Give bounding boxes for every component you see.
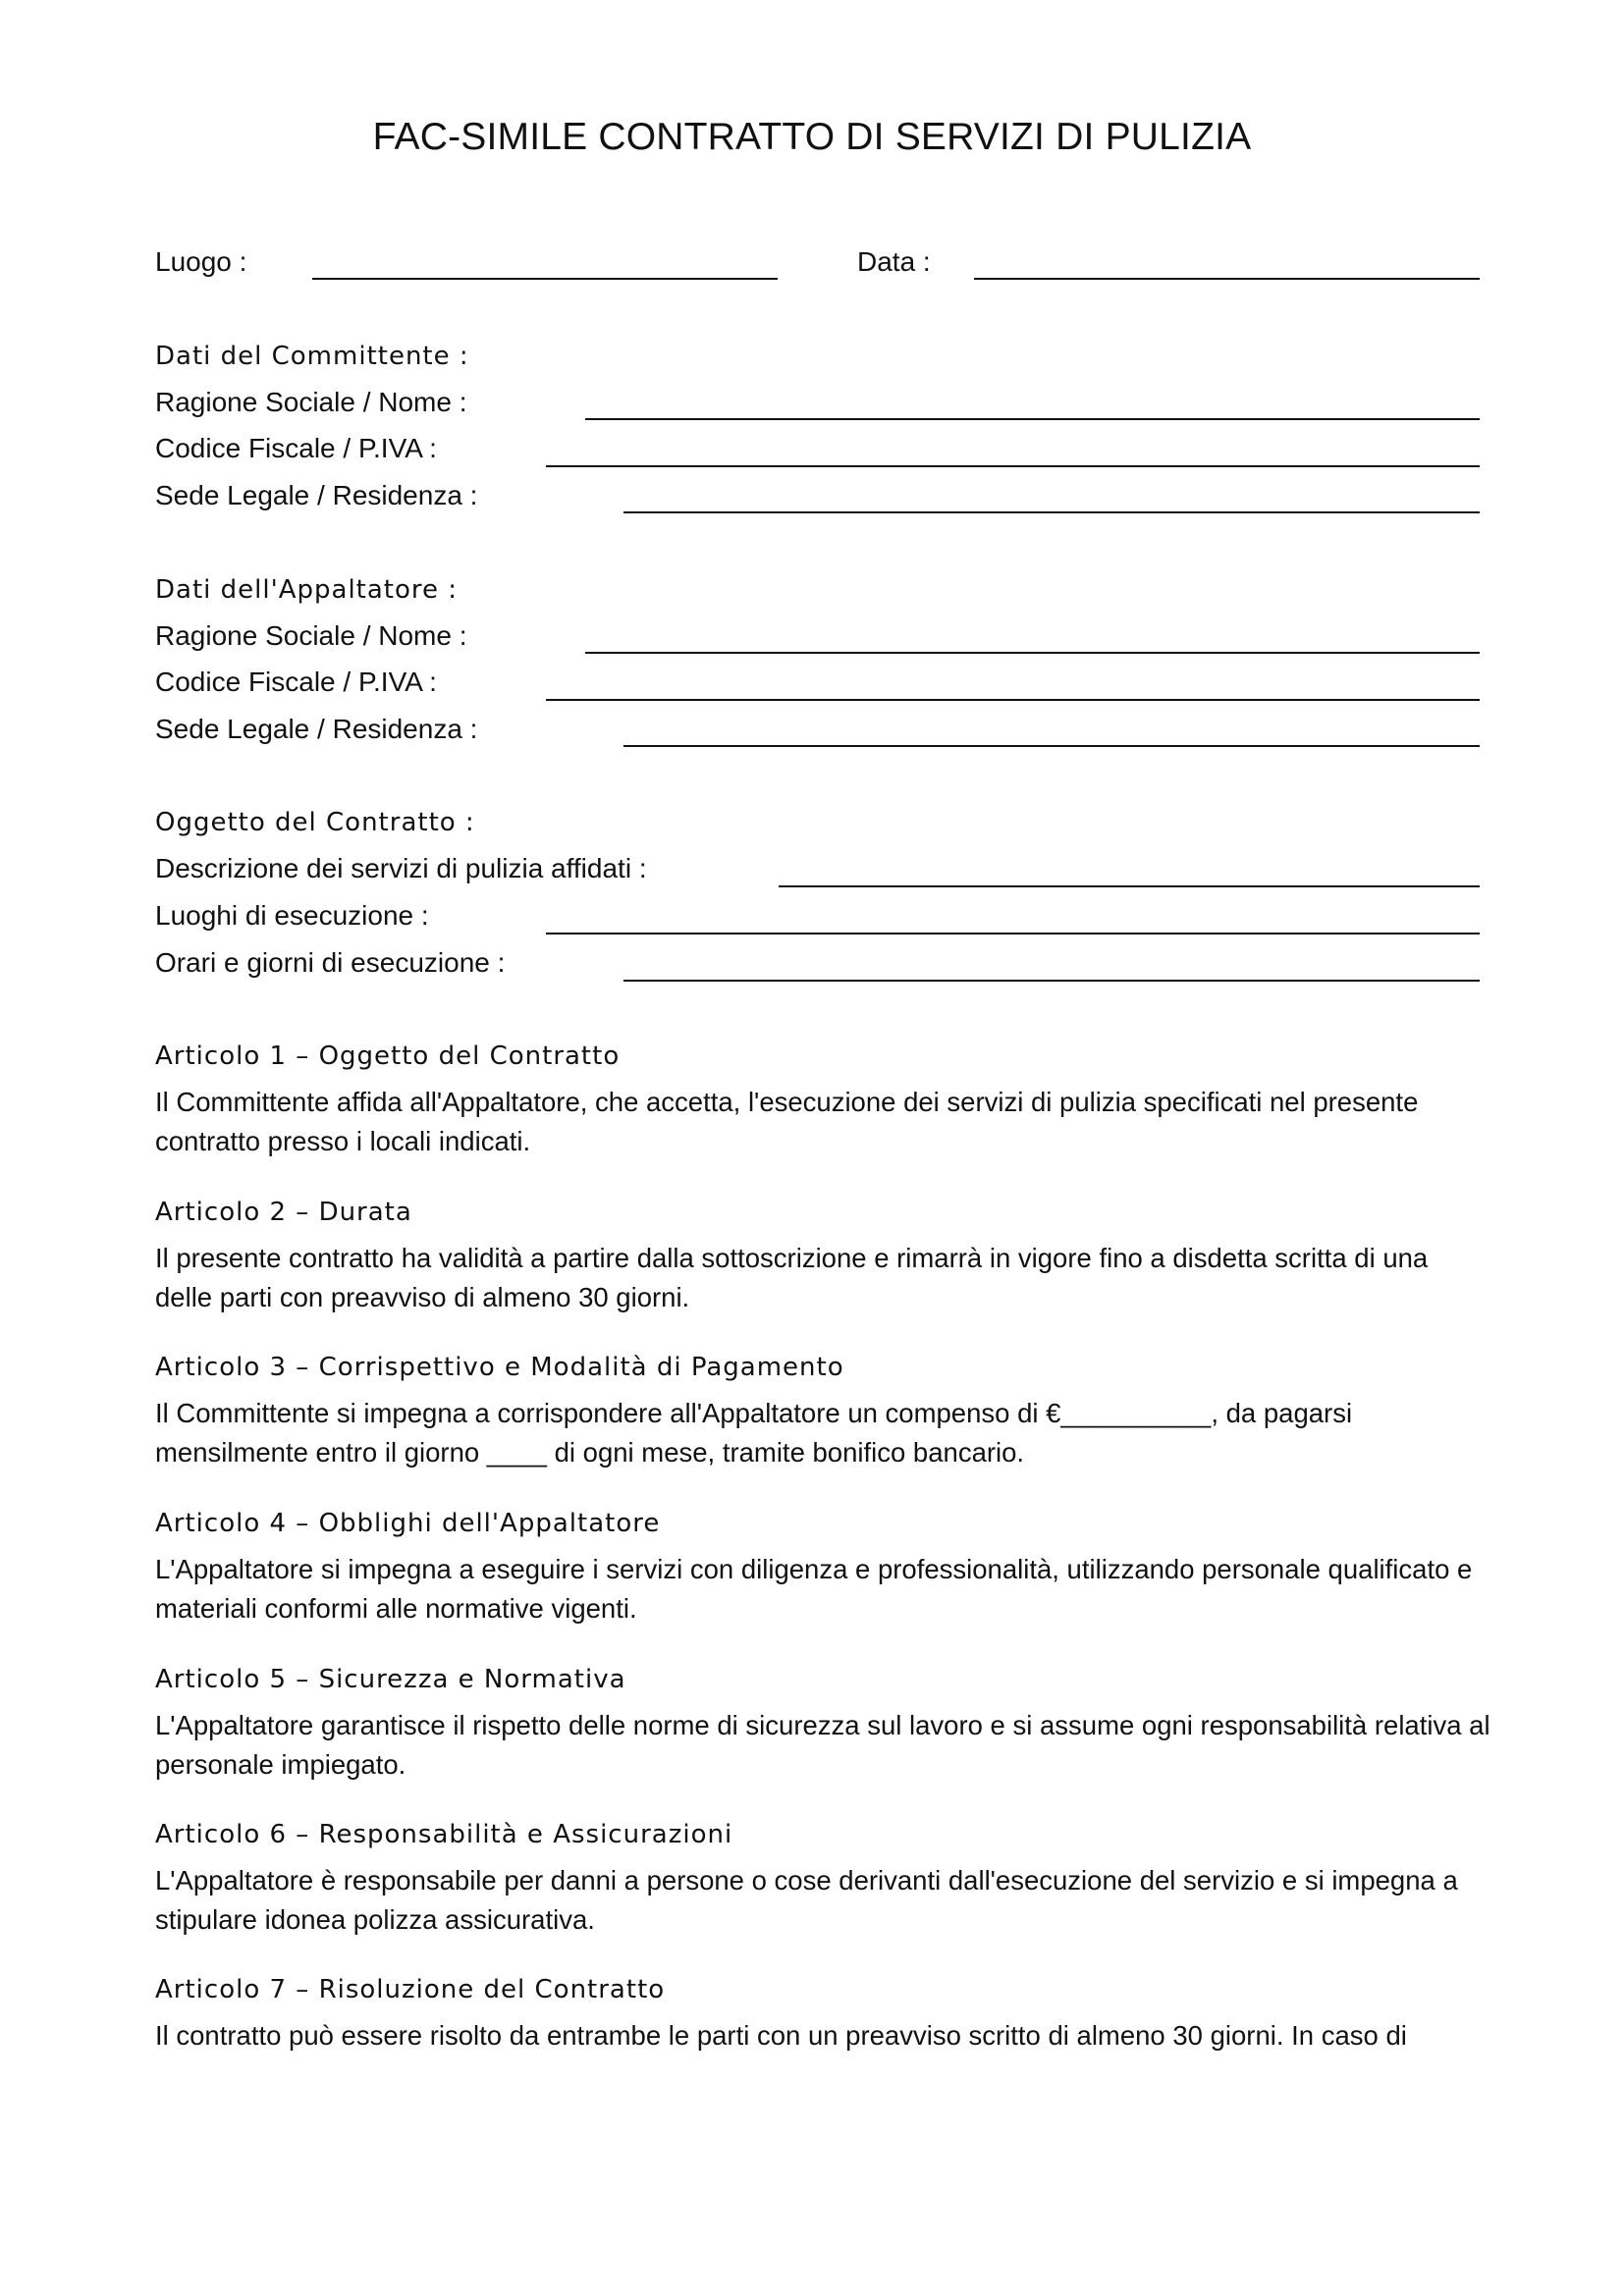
data-label: Data : xyxy=(857,246,931,277)
appaltatore-heading: Dati dell'Appaltatore : xyxy=(155,575,459,605)
article-2-body: Il presente contratto ha validità a partire dalla sottoscrizione e rimarrà in vigore fino a disdetta scritta di una delle parti con preavviso di almeno 30 giorni. xyxy=(155,1243,1429,1312)
appaltatore-ragione-sociale-line[interactable] xyxy=(585,652,1480,654)
committente-codice-fiscale-line[interactable] xyxy=(546,465,1480,467)
luogo-field-line[interactable] xyxy=(312,278,778,280)
committente-codice-fiscale-label: Codice Fiscale / P.IVA : xyxy=(155,433,437,463)
committente-sede-legale-line[interactable] xyxy=(623,511,1480,513)
appaltatore-codice-fiscale-line[interactable] xyxy=(546,699,1480,701)
oggetto-heading: Oggetto del Contratto : xyxy=(155,808,475,837)
article-1-heading: Articolo 1 – Oggetto del Contratto xyxy=(155,1041,621,1071)
article-1-body: Il Committente affida all'Appaltatore, che accetta, l'esecuzione dei servizi di pulizia specificati nel presente contratto presso i locali indicati. xyxy=(155,1087,1419,1156)
article-3-heading: Articolo 3 – Corrispettivo e Modalità di Pagamento xyxy=(155,1353,844,1382)
committente-ragione-sociale-line[interactable] xyxy=(585,418,1480,420)
appaltatore-ragione-sociale-label: Ragione Sociale / Nome : xyxy=(155,620,467,651)
article-5-heading: Articolo 5 – Sicurezza e Normativa xyxy=(155,1665,626,1694)
article-7-body: Il contratto può essere risolto da entrambe le parti con un preavviso scritto di almeno 30 giorni. In caso di xyxy=(155,2020,1407,2051)
oggetto-orari-label: Orari e giorni di esecuzione : xyxy=(155,947,506,978)
article-4-heading: Articolo 4 – Obblighi dell'Appaltatore xyxy=(155,1509,661,1538)
article-5-body: L'Appaltatore garantisce il rispetto delle norme di sicurezza sul lavoro e si assume ogni responsabilità relativa al personale impiegato. xyxy=(155,1710,1490,1780)
luogo-label: Luogo : xyxy=(155,246,247,277)
article-3-body: Il Committente si impegna a corrispondere all'Appaltatore un compenso di €__________, da pagarsi mensilmente entro il giorno ____ di ogni mese, tramite bonifico bancario. xyxy=(155,1398,1353,1468)
article-2-heading: Articolo 2 – Durata xyxy=(155,1198,412,1227)
committente-heading: Dati del Committente : xyxy=(155,342,469,371)
appaltatore-sede-legale-label: Sede Legale / Residenza : xyxy=(155,714,478,744)
committente-sede-legale-label: Sede Legale / Residenza : xyxy=(155,480,478,510)
appaltatore-codice-fiscale-label: Codice Fiscale / P.IVA : xyxy=(155,667,437,697)
oggetto-luoghi-line[interactable] xyxy=(546,933,1480,934)
oggetto-descrizione-label: Descrizione dei servizi di pulizia affidati : xyxy=(155,853,647,883)
data-field-line[interactable] xyxy=(974,278,1480,280)
oggetto-descrizione-line[interactable] xyxy=(779,885,1480,887)
committente-ragione-sociale-label: Ragione Sociale / Nome : xyxy=(155,387,467,417)
article-4-body: L'Appaltatore si impegna a eseguire i servizi con diligenza e professionalità, utilizzando personale qualificato e materiali conformi alle normative vigenti. xyxy=(155,1554,1473,1624)
appaltatore-sede-legale-line[interactable] xyxy=(623,745,1480,747)
oggetto-orari-line[interactable] xyxy=(623,980,1480,982)
article-6-body: L'Appaltatore è responsabile per danni a persone o cose derivanti dall'esecuzione del servizio e si impegna a stipulare idonea polizza assicurativa. xyxy=(155,1865,1458,1935)
article-6-heading: Articolo 6 – Responsabilità e Assicurazioni xyxy=(155,1820,733,1849)
oggetto-luoghi-label: Luoghi di esecuzione : xyxy=(155,900,429,931)
article-7-heading: Articolo 7 – Risoluzione del Contratto xyxy=(155,1975,666,2004)
document-title: FAC-SIMILE CONTRATTO DI SERVIZI DI PULIZIA xyxy=(372,116,1252,158)
